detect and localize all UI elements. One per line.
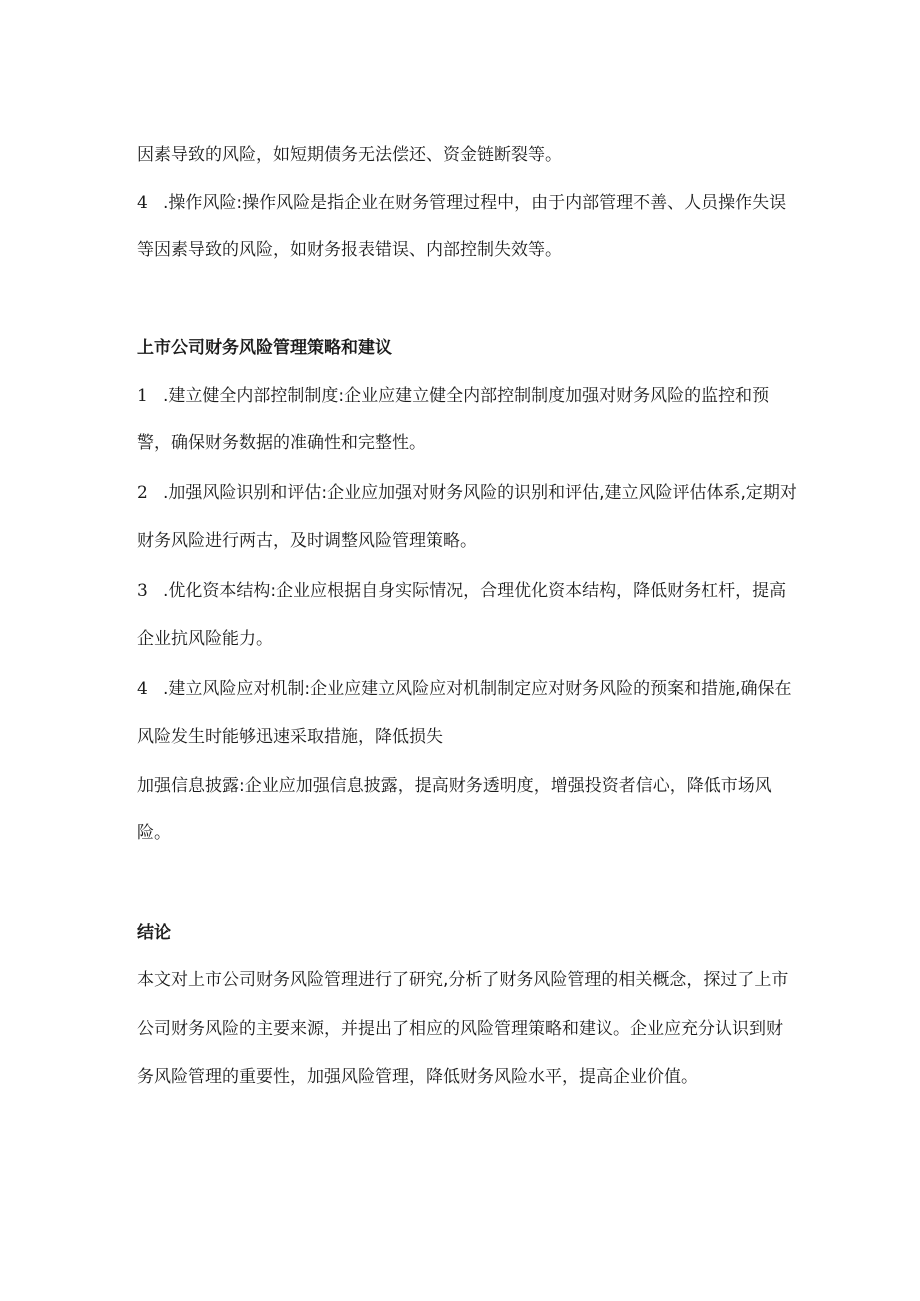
list-item <box>137 385 769 407</box>
body-text-line: 公司财务风险的主要来源，并提出了相应的风险管理策略和建议。企业应充分认识到财 <box>137 1019 783 1039</box>
body-text-line: 加强信息披露:企业应加强信息披露，提高财务透明度，增强投资者信心，降低市场风 <box>137 776 772 796</box>
list-item <box>137 580 786 602</box>
list-item-number: 2 <box>137 483 148 503</box>
list-item <box>137 192 786 214</box>
list-item <box>137 482 797 504</box>
list-item-number: 1 <box>137 386 148 406</box>
body-text-line: 警，确保财务数据的准确性和完整性。 <box>137 433 426 453</box>
list-item-text: .加强风险识别和评估:企业应加强对财务风险的识别和评估,建立风险评估体系,定期对 <box>163 483 797 503</box>
list-item-text: .建立健全内部控制制度:企业应建立健全内部控制制度加强对财务风险的监控和预 <box>163 386 770 406</box>
list-item-number: 3 <box>137 581 148 601</box>
list-item-number: 4 <box>137 193 148 213</box>
body-text-line: 险。 <box>137 823 171 843</box>
body-text-line: 企业抗风险能力。 <box>137 629 273 649</box>
body-text-line: 因素导致的风险，如短期债务无法偿还、资金链断裂等。 <box>137 145 562 165</box>
list-item-text: .建立风险应对机制:企业应建立风险应对机制制定应对财务风险的预案和措施,确保在 <box>163 679 792 699</box>
body-text-line: 本文对上市公司财务风险管理进行了研究,分析了财务风险管理的相关概念，探过了上市 <box>137 970 789 990</box>
list-item <box>137 678 792 700</box>
body-text-line: 财务风险进行两古，及时调整风险管理策略。 <box>137 531 477 551</box>
body-text-line: 等因素导致的风险，如财务报表错误、内部控制失效等。 <box>137 240 562 260</box>
section-heading: 结论 <box>137 923 171 943</box>
list-item-number: 4 <box>137 679 148 699</box>
body-text-line: 务风险管理的重要性，加强风险管理，降低财务风险水平，提高企业价值。 <box>137 1067 698 1087</box>
body-text-line: 风险发生时能够迅速采取措施，降低损失 <box>137 727 443 747</box>
section-heading: 上市公司财务风险管理策略和建议 <box>137 338 392 358</box>
list-item-text: .操作风险:操作风险是指企业在财务管理过程中，由于内部管理不善、人员操作失误 <box>163 193 787 213</box>
list-item-text: .优化资本结构:企业应根据自身实际情况，合理优化资本结构，降低财务杠杆，提高 <box>163 581 787 601</box>
